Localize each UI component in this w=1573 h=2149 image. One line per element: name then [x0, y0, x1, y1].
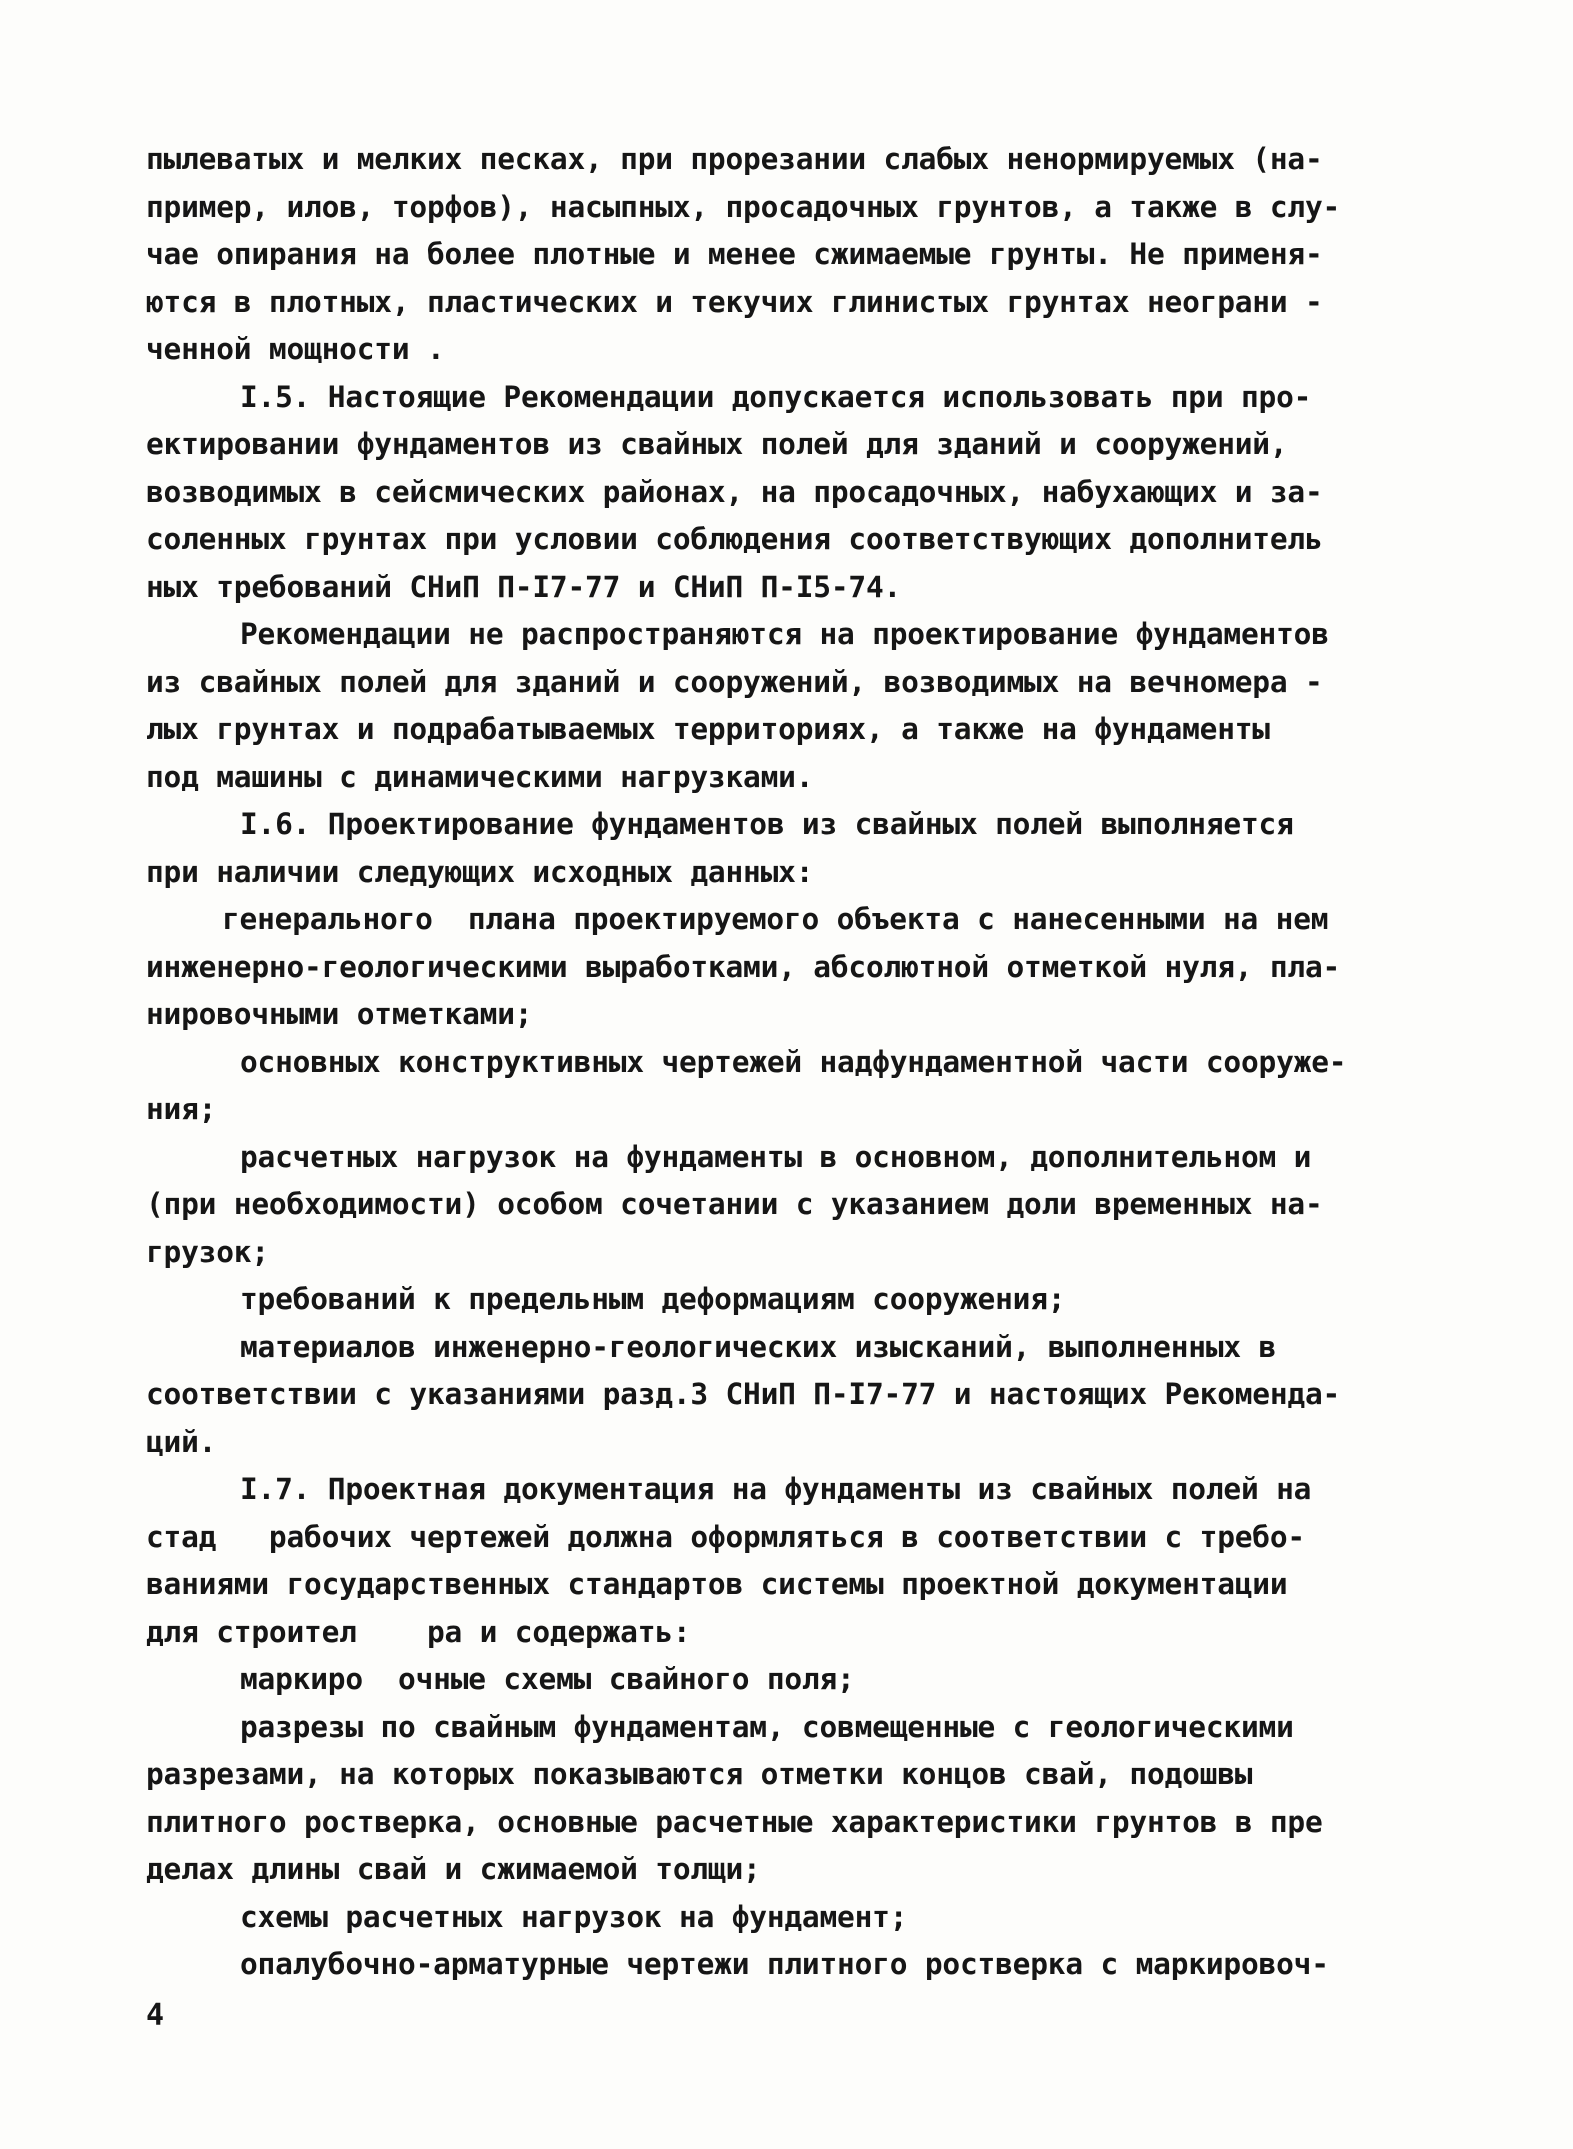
text-line: ваниями государственных стандартов системы проектной документации	[146, 1567, 1288, 1601]
list-item-line: основных конструктивных чертежей надфундаментной части сооруже-	[240, 1044, 1347, 1079]
text-line: инженерно-геологическими выработками, абсолютной отметкой нуля, пла-	[146, 949, 1341, 984]
list-item-line: опалубочно-арматурные чертежи плитного ростверка с маркировоч-	[240, 1947, 1329, 1981]
text-line: соленных грунтах при условии соблюдения соответствующих дополнитель	[146, 522, 1323, 556]
text-line: пример, илов, торфов), насыпных, просадочных грунтов, а также в слу-	[146, 189, 1341, 224]
text-line: разрезами, на которых показываются отметки концов свай, подошвы	[146, 1757, 1253, 1791]
text-line: (при необходимости) особом сочетании с указанием доли временных на-	[146, 1187, 1323, 1221]
text-line: лых грунтах и подрабатываемых территориях, а также на фундаменты	[146, 712, 1270, 746]
text-line: делах длины свай и сжимаемой толщи;	[146, 1852, 761, 1886]
text-line: для строител ра и содержать:	[146, 1614, 691, 1649]
list-item-line: требований к предельным деформациям сооружения;	[240, 1282, 1066, 1316]
list-item-line: материалов инженерно-геологических изысканий, выполненных в	[240, 1329, 1277, 1364]
text-line: возводимых в сейсмических районах, на просадочных, набухающих и за-	[146, 474, 1323, 509]
text-line: под машины с динамическими нагрузками.	[146, 759, 814, 794]
section-1-5-heading-line: I.5. Настоящие Рекомендации допускается использовать при про-	[240, 379, 1312, 414]
page-number: 4	[146, 1998, 165, 2033]
list-item-line: расчетных нагрузок на фундаменты в основном, дополнительном и	[240, 1139, 1312, 1174]
text-line: чае опирания на более плотные и менее сжимаемые грунты. Не применя-	[146, 237, 1323, 271]
section-1-6-heading-line: I.6. Проектирование фундаментов из свайных полей выполняется	[240, 807, 1294, 841]
paragraph-start-line: Рекомендации не распространяются на проектирование фундаментов	[240, 617, 1329, 651]
text-line: при наличии следующих исходных данных:	[146, 854, 814, 889]
text-line: ций.	[146, 1424, 217, 1459]
text-line: соответствии с указаниями разд.3 СНиП П-I7-77 и настоящих Рекоменда-	[146, 1377, 1341, 1411]
text-line: ния;	[146, 1092, 217, 1126]
text-line: ектировании фундаментов из свайных полей для зданий и сооружений,	[146, 427, 1288, 461]
text-line: ются в плотных, пластических и текучих глинистых грунтах неограни -	[146, 284, 1323, 319]
text-line: нировочными отметками;	[146, 997, 533, 1031]
text-line: пылеватых и мелких песках, при прорезании слабых ненормируемых (на-	[146, 142, 1323, 176]
section-1-7-heading-line: I.7. Проектная документация на фундаменты из свайных полей на	[240, 1472, 1312, 1506]
list-item-line: маркиро очные схемы свайного поля;	[240, 1662, 855, 1696]
text-line: ченной мощности .	[146, 332, 445, 366]
list-item-line: схемы расчетных нагрузок на фундамент;	[240, 1899, 908, 1934]
text-line: ных требований СНиП П-I7-77 и СНиП П-I5-74.	[146, 569, 902, 604]
list-item-line: генерального плана проектируемого объекта с нанесенными на нем	[222, 902, 1329, 936]
text-line: плитного ростверка, основные расчетные характеристики грунтов в пре	[146, 1804, 1323, 1839]
body-text	[146, 136, 1451, 1989]
text-line: грузок;	[146, 1234, 269, 1269]
text-line: из свайных полей для зданий и сооружений, возводимых на вечномера -	[146, 664, 1323, 699]
list-item-line: разрезы по свайным фундаментам, совмещенные с геологическими	[240, 1709, 1294, 1744]
text-line: стад рабочих чертежей должна оформляться в соответствии с требо-	[146, 1519, 1305, 1554]
